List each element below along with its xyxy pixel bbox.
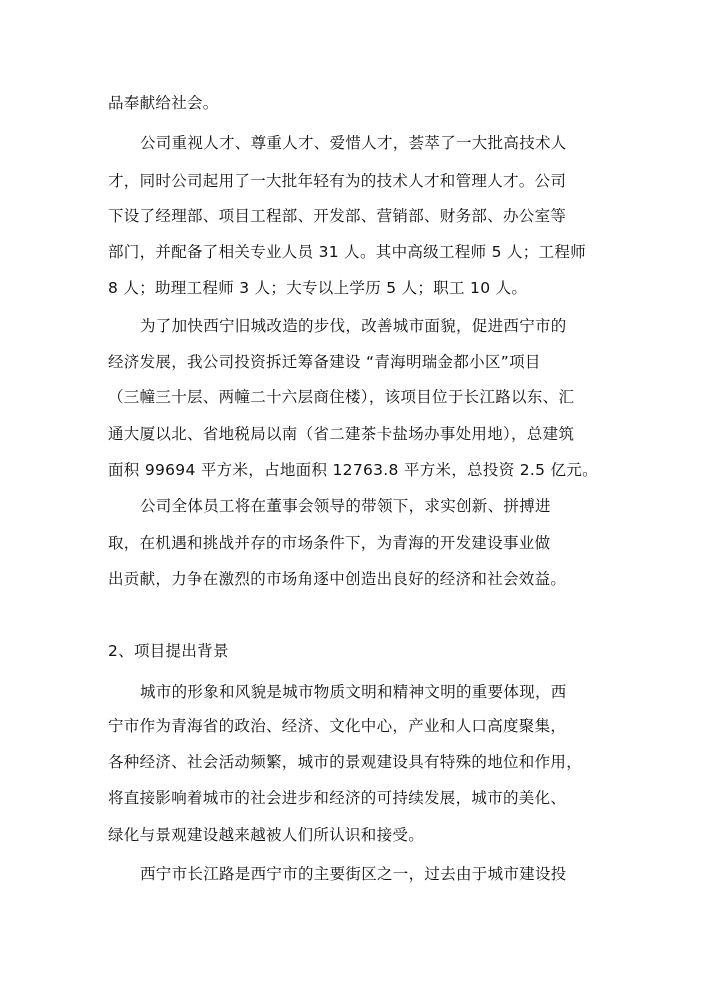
text-line: 通大厦以北、省地税局以南（省二建茶卡盐场办事处用地），总建筑 [108, 425, 575, 443]
text-line: （三幢三十层、两幢二十六层商住楼），该项目位于长江路以东、汇 [108, 388, 575, 406]
text-line: 取，在机遇和挑战并存的市场条件下，为青海的开发建设事业做 [108, 534, 551, 552]
text-line: 宁市作为青海省的政治、经济、文化中心，产业和人口高度聚集， [108, 717, 567, 735]
paragraph-first-line: 公司重视人才、尊重人才、爱惜人才，荟萃了一大批高技术人 [140, 134, 567, 152]
paragraph-first-line: 城市的形象和风貌是城市物质文明和精神文明的重要体现，西 [140, 683, 567, 701]
section-heading: 2、项目提出背景 [108, 642, 229, 660]
text-line: 出贡献，力争在激烈的市场角逐中创造出良好的经济和社会效益。 [108, 570, 567, 588]
text-line: 面积 99694 平方米，占地面积 12763.8 平方米，总投资 2.5 亿元。 [108, 461, 598, 479]
paragraph-first-line: 公司全体员工将在董事会领导的带领下，求实创新、拼搏进 [140, 497, 551, 515]
text-line: 品奉献给社会。 [108, 94, 219, 112]
text-line: 将直接影响着城市的社会进步和经济的可持续发展，城市的美化、 [108, 789, 567, 807]
text-line: 8 人；助理工程师 3 人；大专以上学历 5 人；职工 10 人。 [108, 279, 528, 297]
text-line: 才，同时公司起用了一大批年轻有为的技术人才和管理人才。公司 [108, 172, 567, 190]
text-line: 下设了经理部、项目工程部、开发部、营销部、财务部、办公室等 [108, 207, 567, 225]
paragraph-first-line: 为了加快西宁旧城改造的步伐，改善城市面貌，促进西宁市的 [140, 317, 567, 335]
text-line: 部门，并配备了相关专业人员 31 人。其中高级工程师 5 人；工程师 [108, 243, 586, 261]
paragraph-first-line: 西宁市长江路是西宁市的主要街区之一，过去由于城市建设投 [140, 865, 567, 883]
text-line: 经济发展，我公司投资拆迁筹备建设 “青海明瑞金都小区”项目 [108, 353, 541, 371]
text-line: 绿化与景观建设越来越被人们所认识和接受。 [108, 826, 425, 844]
text-line: 各种经济、社会活动频繁，城市的景观建设具有特殊的地位和作用， [108, 753, 583, 771]
